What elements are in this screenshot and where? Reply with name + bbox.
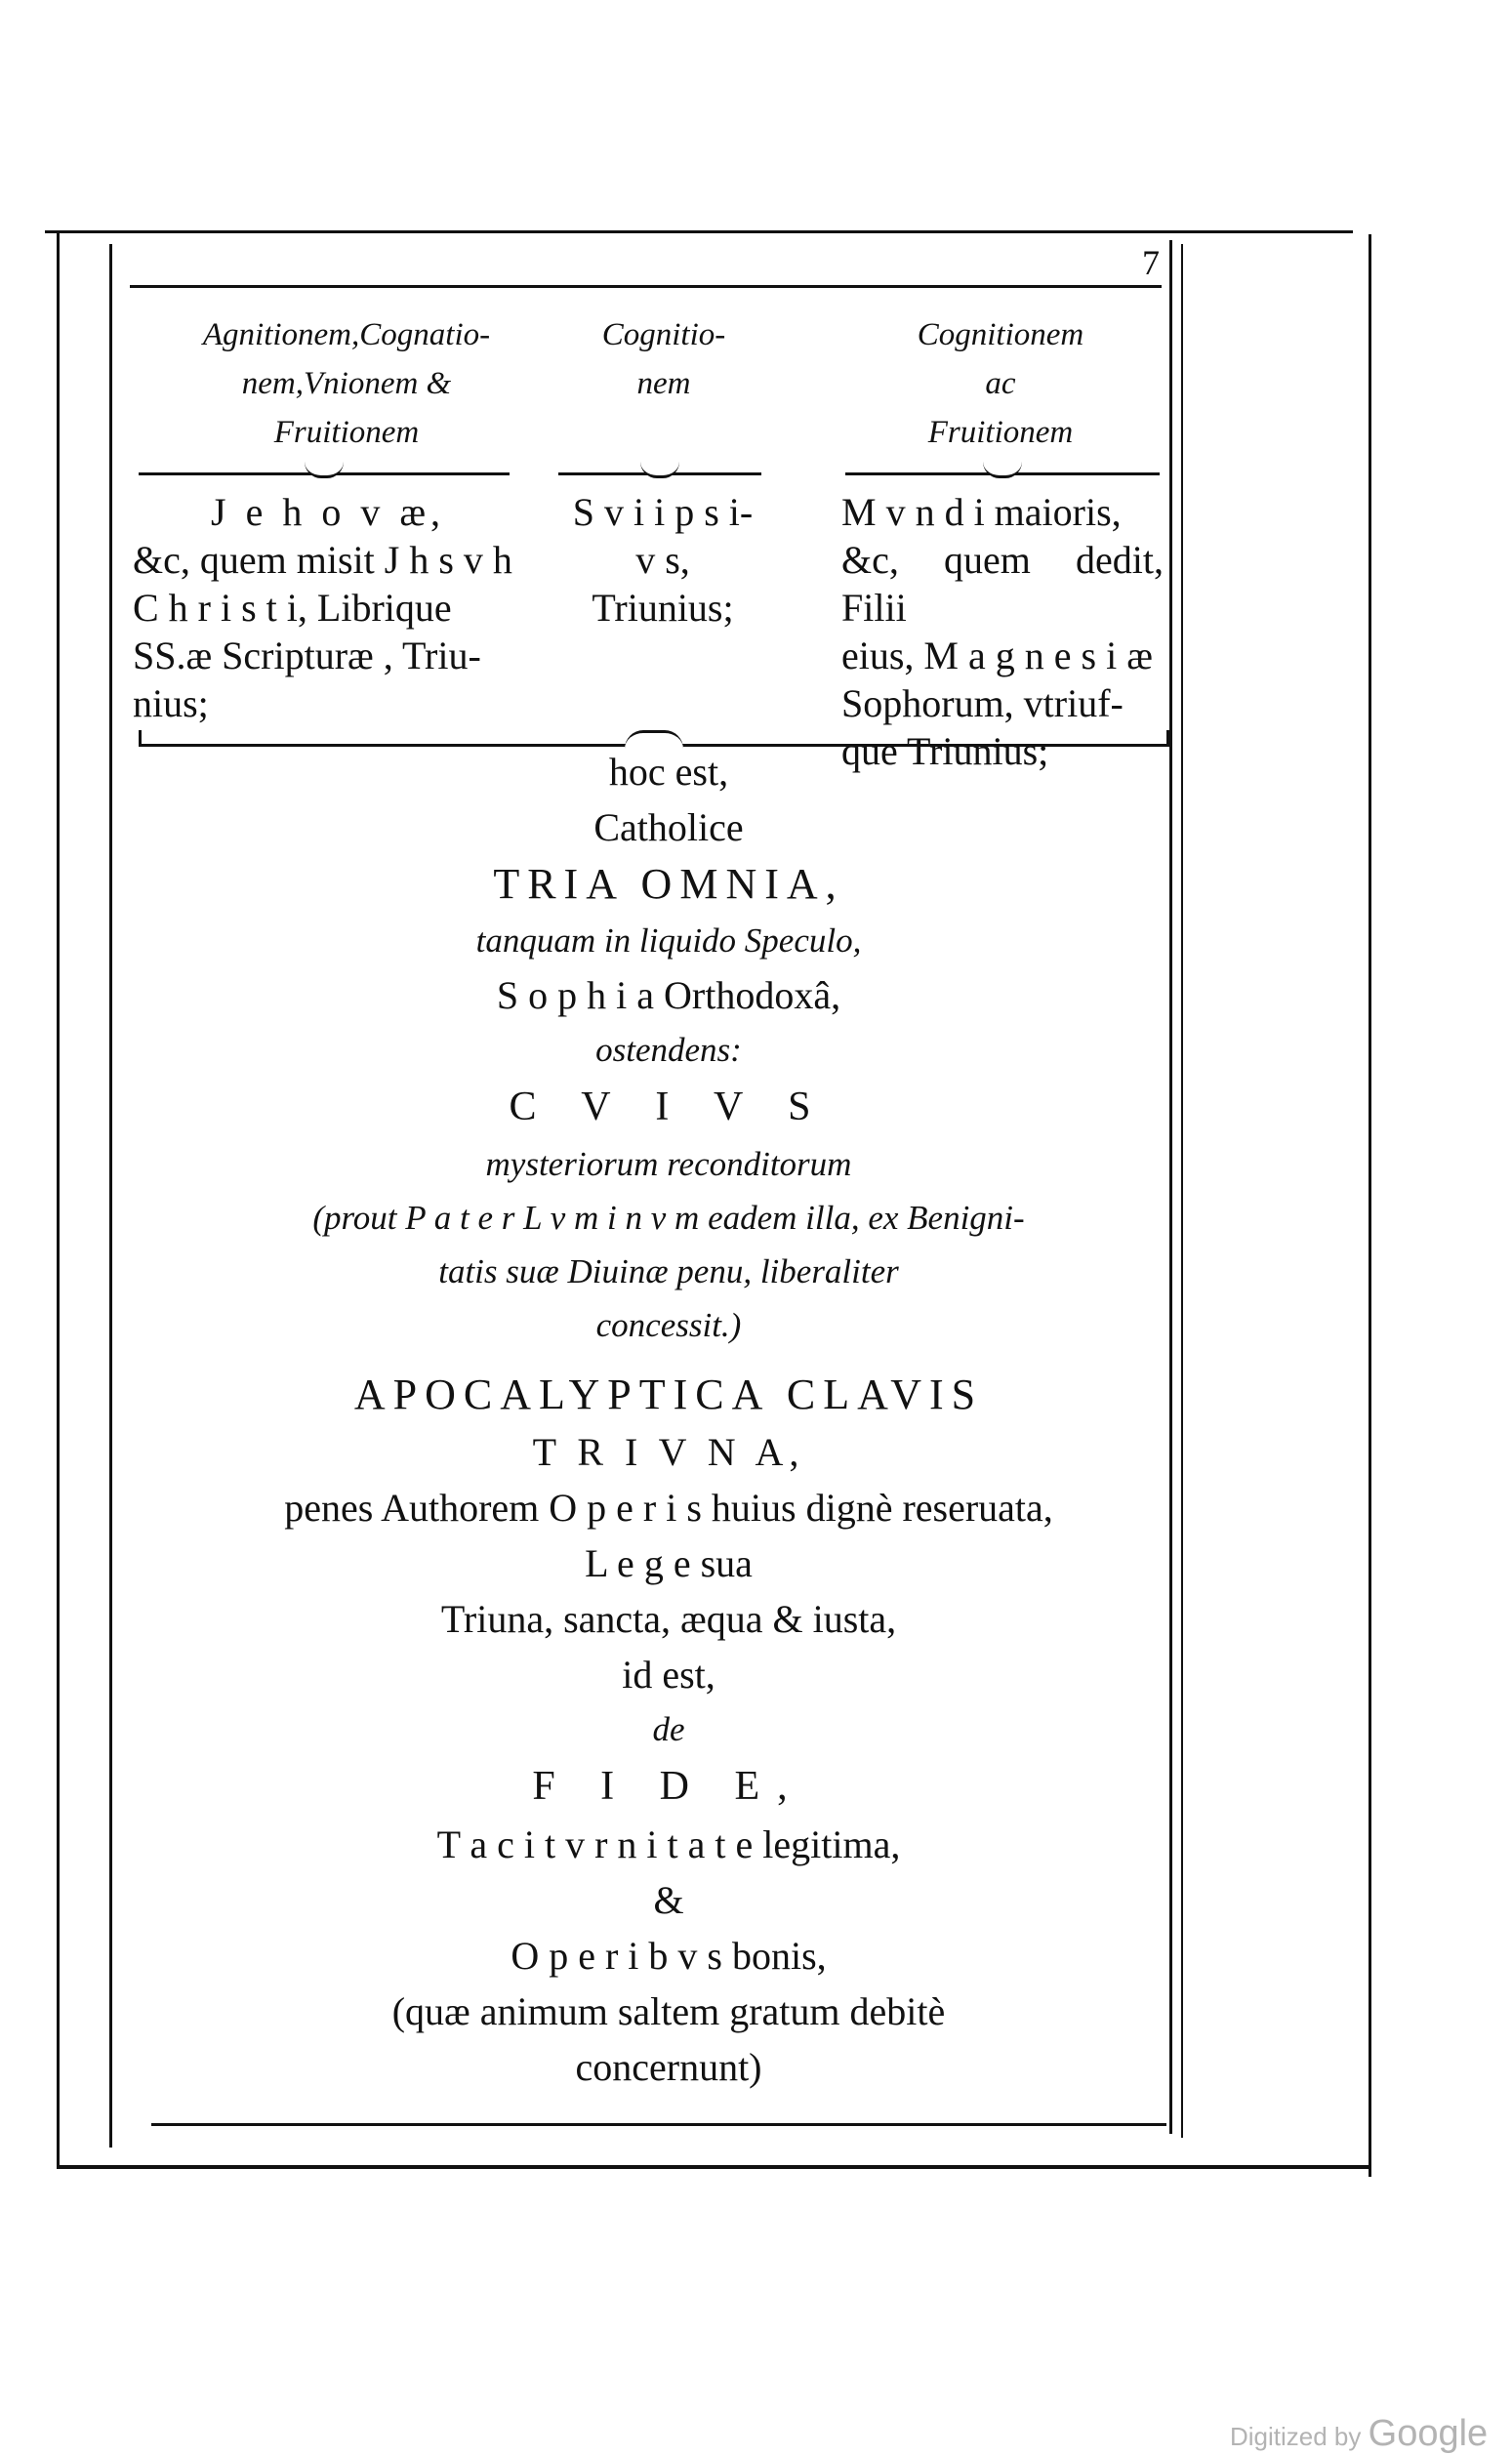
column-head-line: Fruitionem	[927, 415, 1074, 450]
text-line-title: TRIA OMNIA,	[493, 860, 844, 908]
column-body-line: v s,	[635, 538, 690, 582]
text-line: T a c i t v r n i t a t e legitima,	[436, 1822, 901, 1866]
text-line: L e g e sua	[585, 1541, 753, 1585]
column-head-line: ac	[985, 366, 1016, 401]
bottom-inner-rule	[151, 2123, 1166, 2126]
text-line: O p e r i b v s bonis,	[511, 1934, 827, 1978]
watermark-brand: Google	[1368, 2413, 1489, 2454]
text-line: concessit.)	[595, 1306, 742, 1344]
column-head-2	[556, 310, 771, 408]
column-body-1	[133, 488, 523, 727]
column-head-line: Cognitio-	[601, 317, 726, 352]
column-body-line: Sophorum, vtriuf-	[841, 681, 1124, 725]
inner-left-rule	[109, 244, 112, 2148]
column-body-line: M v n d i maioris,	[841, 490, 1122, 534]
text-line: (quæ animum saltem gratum debitè	[391, 1989, 946, 2033]
page-number: 7	[1142, 243, 1160, 282]
column-head-3	[839, 310, 1162, 457]
text-line: concernunt)	[575, 2045, 762, 2089]
column-head-line: nem	[636, 366, 691, 401]
column-head-line: Cognitionem	[917, 317, 1084, 352]
text-line: mysteriorum reconditorum	[485, 1145, 852, 1183]
column-body-line: eius, M a g n e s i æ	[841, 634, 1153, 677]
outer-left-rule	[57, 230, 60, 2168]
middle-right-rule	[1181, 244, 1183, 2138]
digitized-watermark	[1230, 2413, 1488, 2455]
column-body-line: SS.æ Scripturæ , Triu-	[133, 634, 481, 677]
column-body-line: &c, quem misit J h s v h	[133, 538, 512, 582]
text-line: tatis suæ Diuinæ penu, liberaliter	[438, 1252, 899, 1290]
column-body-2	[554, 488, 771, 632]
text-line: S o p h i a Orthodoxâ,	[496, 973, 841, 1017]
column-head-line: nem,Vnionem &	[241, 366, 452, 401]
text-line: de	[652, 1710, 685, 1748]
text-line: penes Authorem O p e r i s huius dignè reseruata,	[284, 1486, 1053, 1530]
text-line: Triuna, sancta, æqua & iusta,	[440, 1597, 897, 1641]
column-body-line: S v i i p s i-	[572, 490, 754, 534]
column-body-line: Triunius;	[592, 586, 734, 630]
bottom-outer-rule	[57, 2165, 1371, 2169]
text-line: &	[653, 1878, 684, 1922]
column-body-line: que Triunius;	[841, 729, 1049, 773]
text-line: tanquam in liquido Speculo,	[475, 921, 862, 960]
column-head-1	[161, 310, 532, 457]
main-text-block	[156, 744, 1181, 2095]
text-line: T R I V N A,	[532, 1430, 805, 1474]
column-body-line: &c, quem dedit, Filii	[841, 538, 1164, 630]
column-body-line: C h r i s t i, Librique	[133, 586, 452, 630]
text-line: id est,	[622, 1653, 715, 1697]
column-body-line: nius;	[133, 681, 209, 725]
text-line: ostendens:	[595, 1031, 742, 1069]
header-rule	[130, 285, 1162, 288]
text-line: hoc est,	[608, 750, 729, 794]
outer-top-rule	[45, 230, 1353, 233]
text-line-title: F I D E,	[532, 1764, 805, 1809]
column-head-line: Agnitionem,Cognatio-	[202, 317, 491, 352]
text-line-title: C V I V S	[509, 1084, 829, 1129]
watermark-prefix: Digitized by	[1230, 2422, 1362, 2451]
text-line: (prout P a t e r L v m i n v m eadem illa, ex Benigni-	[312, 1199, 1025, 1237]
text-line: Catholice	[593, 805, 744, 849]
column-head-line: Fruitionem	[273, 415, 420, 450]
outer-right-rule	[1369, 234, 1371, 2177]
column-body-line: J e h o v æ,	[211, 490, 445, 534]
text-line-title: APOCALYPTICA CLAVIS	[353, 1371, 984, 1418]
